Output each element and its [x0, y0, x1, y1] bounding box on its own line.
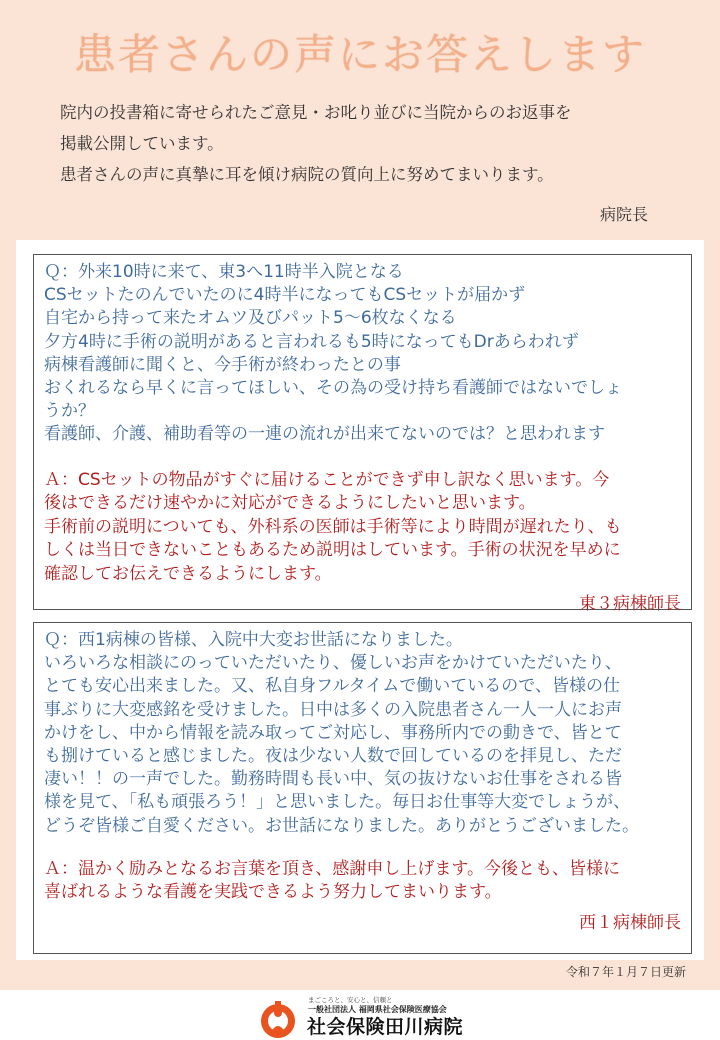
answer — [44, 469, 681, 587]
answer-line: 確認してお伝えできるようにします。 — [44, 563, 332, 584]
question-line: 看護師、介護、補助看等の一連の流れが出来てないのでは？と思われます — [44, 424, 605, 445]
answer-line: 後はできるだけ速やかに対応ができるようにしたいと思います。 — [44, 493, 536, 514]
question-line: かけをし、中から情報を読み取ってご対応し、事務所内での動きで、皆とて — [44, 722, 622, 743]
question-line: とても安心出来ました。又、私自身フルタイムで働いているので、皆様の仕 — [44, 676, 620, 697]
question-line: CSセットたのんでいたのに4時半になってもCSセットが届かず — [44, 285, 526, 306]
question-line: 病棟看護師に聞くと、今手術が終わったとの事 — [44, 354, 401, 375]
question-line: 凄い！！の一声でした。勤務時間も長い中、気の抜けないお仕事をされる皆 — [44, 769, 622, 790]
hospital-name: 社会保険田川病院 — [307, 1016, 464, 1038]
question — [44, 261, 681, 447]
question — [44, 629, 681, 838]
question-line: Ｑ：外来10時に来て、東3へ11時半入院となる — [44, 262, 404, 282]
question-line: おくれるなら早くに言ってほしい、その為の受け持ち看護師ではないでしょ — [44, 378, 622, 399]
voice-entry — [33, 254, 692, 615]
org-tagline: まごころと、安心と、信頼と — [308, 996, 393, 1004]
question-line: Ｑ：西1病棟の皆様、入院中大変お世話になりました。 — [44, 630, 463, 650]
question-line: 事ぶりに大変感銘を受けました。日中は多くの入院患者さん一人一人にお声 — [44, 699, 622, 720]
association-name: 福岡県社会保険医療協会 — [358, 1005, 447, 1014]
question-line: いろいろな相談にのっていただいたり、優しいお声をかけていただいたり、 — [44, 653, 622, 674]
answer-signer: 西１病棟師長 — [579, 912, 681, 933]
intro-signature: 病院長 — [599, 205, 648, 224]
intro-line: 掲載公開しています。 — [60, 134, 224, 153]
question-line: 夕方4時に手術の説明があると言われるも5時になってもDrあらわれず — [44, 331, 579, 352]
answer-signer: 東３病棟師長 — [579, 594, 681, 615]
answer-line: しくは当日できないこともあるため説明はしています。手術の状況を早めに — [44, 540, 621, 561]
intro-line: 院内の投書箱に寄せられたご意見・お叱り並びに当院からのお返事を — [60, 103, 572, 122]
answer-line: 手術前の説明についても、外科系の医師は手術等により時間が遅れたり、も — [44, 516, 622, 537]
hospital-logo-icon — [258, 1000, 298, 1040]
question-line: うか？ — [44, 401, 95, 422]
updated-date: 令和７年１月７日更新 — [565, 965, 686, 979]
intro-line: 患者さんの声に真摯に耳を傾け病院の質向上に努めてまいります。 — [60, 165, 554, 184]
answer — [44, 858, 681, 905]
question-line: どうぞ皆様ご自愛ください。お世話になりました。ありがとうございました。 — [44, 815, 639, 836]
question-line: 自宅から持って来たオムツ及びパット5～6枚なくなる — [44, 308, 457, 329]
question-line: も捌けていると感じました。夜は少ない人数で回しているのを拝見し、ただ — [44, 746, 622, 767]
org-type: 一般社団法人 — [308, 1005, 356, 1014]
question-line: 様を見て、「私も頑張ろう！」と思いました。毎日お仕事等大変でしょうが、 — [44, 792, 631, 813]
answer-line: Ａ：CSセットの物品がすぐに届けることができず申し訳なく思います。今 — [44, 469, 610, 490]
page-title: 患者さんの声にお答えします — [73, 30, 646, 79]
intro-text — [60, 97, 660, 190]
answer-line: Ａ：温かく励みとなるお言葉を頂き、感謝申し上げます。今後とも、皆様に — [44, 858, 620, 879]
answer-line: 喜ばれるような看護を実践できるよう努力してまいります。 — [44, 882, 502, 903]
voice-entry — [33, 622, 692, 954]
